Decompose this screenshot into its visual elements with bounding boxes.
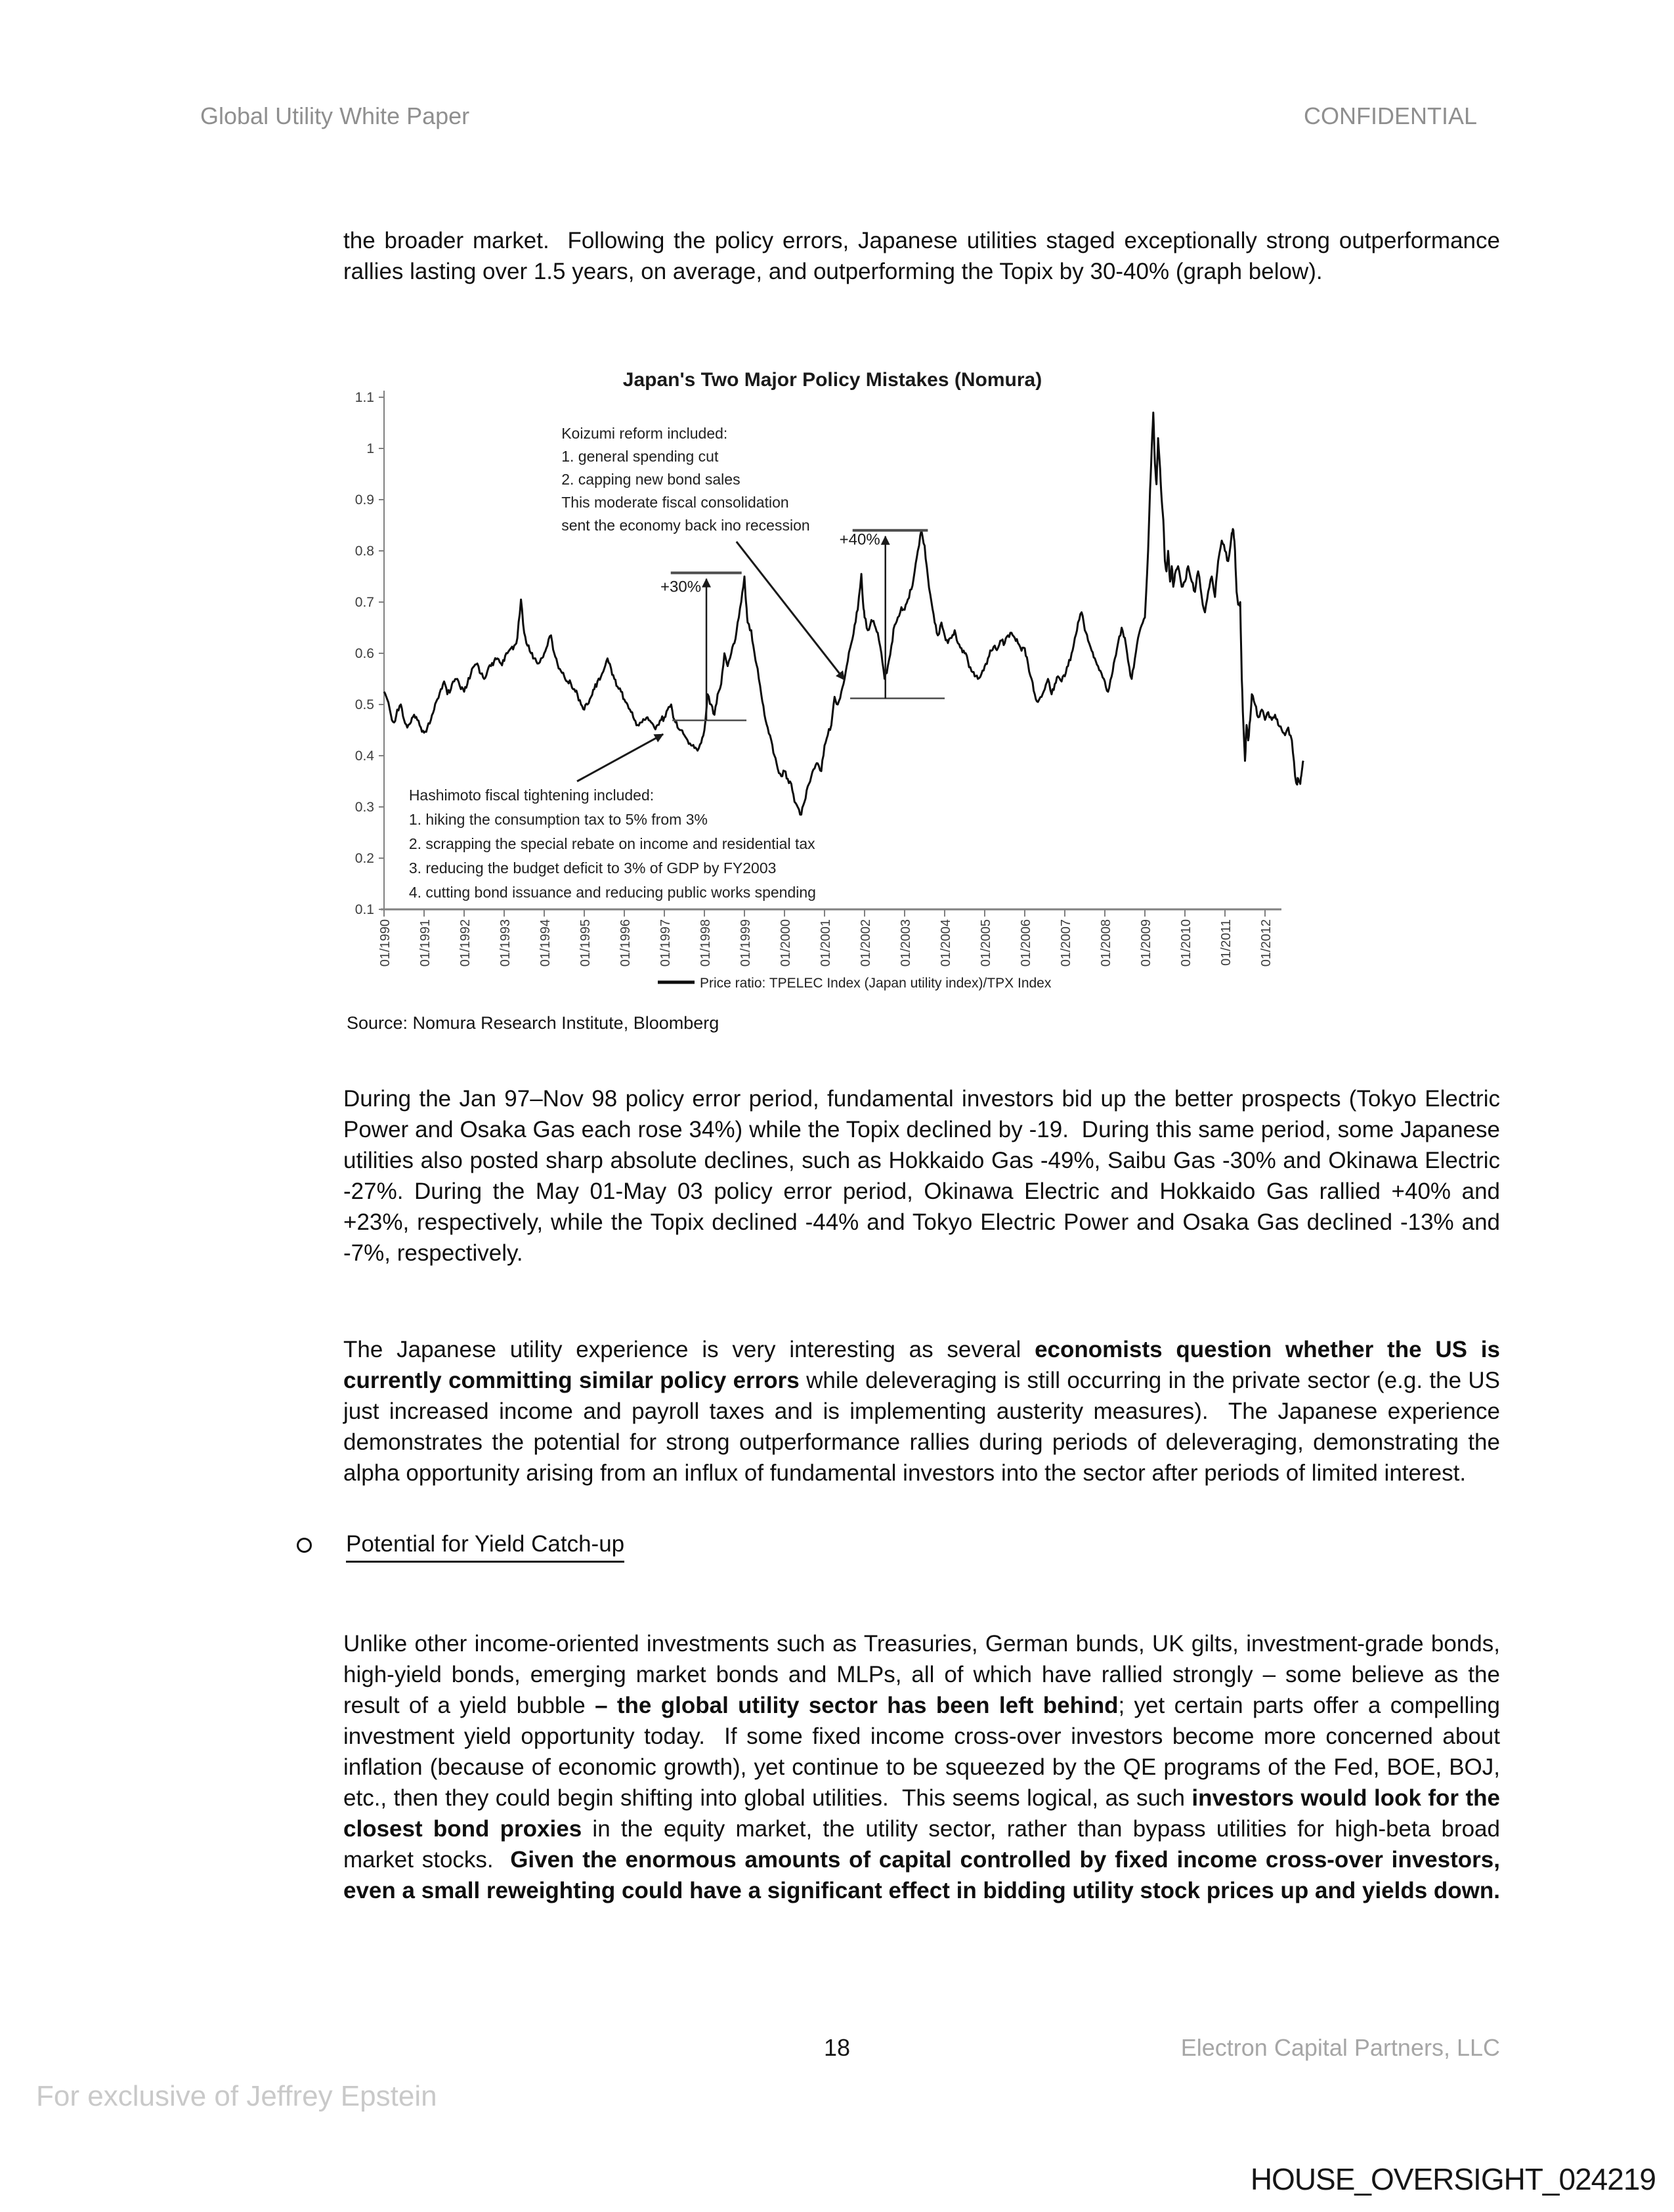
- section-heading-yield-catch-up: Potential for Yield Catch-up: [346, 1531, 624, 1563]
- x-tick-label: 01/1997: [658, 919, 673, 967]
- x-tick-label: 01/2006: [1019, 919, 1033, 967]
- annotation-pointer-arrow: [577, 734, 663, 781]
- header-confidential-label: CONFIDENTIAL: [1303, 102, 1477, 129]
- annotation-hashimoto: 1. hiking the consumption tax to 5% from 3%: [408, 810, 708, 828]
- x-tick-label: 01/1999: [739, 919, 753, 967]
- paragraph-policy-error-period: During the Jan 97–Nov 98 policy error period, fundamental investors bid up the better prospects (Tokyo Electric Power and Osaka Gas each rose 34%) while the Topix declined by -19. During this same period, some Japanese utilities also posted sharp absolute declines, such as Hokkaido Gas -49%, Saibu Gas -30% and Okinawa Electric -27%. During the May 01-May 03 policy error period, Okinawa Electric and Hokkaido Gas rallied +40% and +23%, respectively, while the Topix declined -44% and Tokyo Electric Power and Osaka Gas declined -13% and -7%, respectively.: [343, 1086, 1507, 1266]
- x-tick-label: 01/2003: [899, 919, 913, 967]
- x-tick-label: 01/1990: [378, 919, 393, 967]
- x-tick-label: 01/2009: [1139, 919, 1153, 967]
- x-tick-label: 01/2012: [1259, 919, 1274, 967]
- paragraph-intro: the broader market. Following the policy errors, Japanese utilities staged exceptionally strong outperformance rallies lasting over 1.5 years, on average, and outperforming the Topix by 30-40% (graph below).: [343, 228, 1507, 284]
- chart-figure: [0, 0, 1674, 1064]
- x-tick-label: 01/2004: [939, 919, 953, 967]
- x-tick-label: 01/2002: [859, 919, 873, 967]
- y-tick-label: 0.1: [354, 902, 374, 917]
- bullet-circle-icon: [297, 1538, 312, 1553]
- x-tick-label: 01/1998: [698, 919, 713, 967]
- x-tick-label: 01/2008: [1099, 919, 1113, 967]
- y-tick-label: 0.6: [354, 646, 374, 661]
- y-tick-label: 0.5: [354, 697, 374, 712]
- x-tick-label: 01/1992: [458, 919, 473, 967]
- policy-mistakes-chart: [0, 0, 1674, 1064]
- annotation-hashimoto: 3. reducing the budget deficit to 3% of GDP by FY2003: [408, 859, 777, 877]
- chart-source-note: Source: Nomura Research Institute, Bloomberg: [347, 1013, 719, 1033]
- annotation-hashimoto: 4. cutting bond issuance and reducing public works spending: [408, 883, 816, 901]
- x-tick-label: 01/1995: [578, 919, 593, 967]
- x-tick-label: 01/2001: [819, 919, 833, 967]
- annotation-koizumi: sent the economy back ino recession: [561, 517, 810, 534]
- y-tick-label: 0.2: [354, 851, 374, 866]
- exclusivity-watermark: For exclusive of Jeffrey Epstein: [36, 2080, 437, 2112]
- y-tick-label: 1.1: [354, 390, 374, 405]
- y-tick-label: 0.7: [354, 595, 374, 610]
- x-tick-label: 01/2000: [779, 919, 793, 967]
- chart-title: Japan's Two Major Policy Mistakes (Nomura): [622, 369, 1042, 391]
- annotation-koizumi: This moderate fiscal consolidation: [561, 494, 789, 511]
- x-tick-label: 01/2011: [1219, 919, 1234, 966]
- x-tick-label: 01/1991: [418, 919, 433, 967]
- section-heading-row: [0, 1531, 1674, 1571]
- y-tick-label: 1: [366, 441, 374, 456]
- paragraph-yield-catch-up: Unlike other income-oriented investments such as Treasuries, German bunds, UK gilts, investment-grade bonds, high-yield bonds, emerging market bonds and MLPs, all of which have rallied strongly – some believe as the result of a yield bubble – the global utility sector has been left behind; yet certain parts offer a compelling investment yield opportunity today. If some fixed income cross-over investors become more concerned about inflation (because of economic growth), yet continue to be squeezed by the QE programs of the Fed, BOE, BOJ, etc., then they could begin shifting into global utilities. This seems logical, as such investors would look for the closest bond proxies in the equity market, the utility sector, rather than bypass utilities for high-beta broad market stocks. Given the enormous amounts of capital controlled by fixed income cross-over investors, even a small reweighting could have a significant effect in bidding utility stock prices up and yields down.: [343, 1631, 1507, 1903]
- annotation-hashimoto: Hashimoto fiscal tightening included:: [408, 786, 655, 804]
- legend-label: Price ratio: TPELEC Index (Japan utility index)/TPX Index: [700, 976, 1052, 991]
- x-tick-label: 01/2005: [979, 919, 993, 967]
- header-title: Global Utility White Paper: [200, 102, 470, 129]
- annotation-koizumi: 2. capping new bond sales: [561, 471, 740, 488]
- y-tick-label: 0.9: [354, 492, 374, 508]
- annotation-koizumi: 1. general spending cut: [561, 448, 719, 466]
- x-tick-label: 01/1993: [498, 919, 513, 967]
- x-tick-label: 01/2010: [1179, 919, 1193, 967]
- footer-company-name: Electron Capital Partners, LLC: [1180, 2034, 1500, 2061]
- page-number: 18: [823, 2034, 851, 2061]
- gain-label: +40%: [839, 531, 880, 549]
- y-tick-label: 0.3: [354, 800, 374, 815]
- annotation-hashimoto: 2. scrapping the special rebate on income and residential tax: [408, 835, 815, 852]
- gain-label: +30%: [660, 578, 702, 596]
- x-tick-label: 01/1996: [618, 919, 633, 967]
- paragraph-us-comparison: The Japanese utility experience is very interesting as several economists question whether the US is currently committing similar policy errors while deleveraging is still occurring in the private sector (e.g. the US just increased income and payroll taxes and is implementing austerity measures). The Japanese experience demonstrates the potential for strong outperformance rallies during periods of deleveraging, demonstrating the alpha opportunity arising from an influx of fundamental investors into the sector after periods of limited interest.: [343, 1337, 1507, 1486]
- x-tick-label: 01/2007: [1059, 919, 1073, 967]
- y-tick-label: 0.4: [354, 748, 374, 764]
- x-tick-label: 01/1994: [538, 919, 553, 967]
- bates-stamp: HOUSE_OVERSIGHT_024219: [1250, 2162, 1656, 2196]
- annotation-koizumi: Koizumi reform included:: [561, 425, 728, 443]
- y-tick-label: 0.8: [354, 544, 374, 559]
- series-line: [384, 412, 1304, 814]
- annotation-pointer-arrow: [737, 542, 845, 680]
